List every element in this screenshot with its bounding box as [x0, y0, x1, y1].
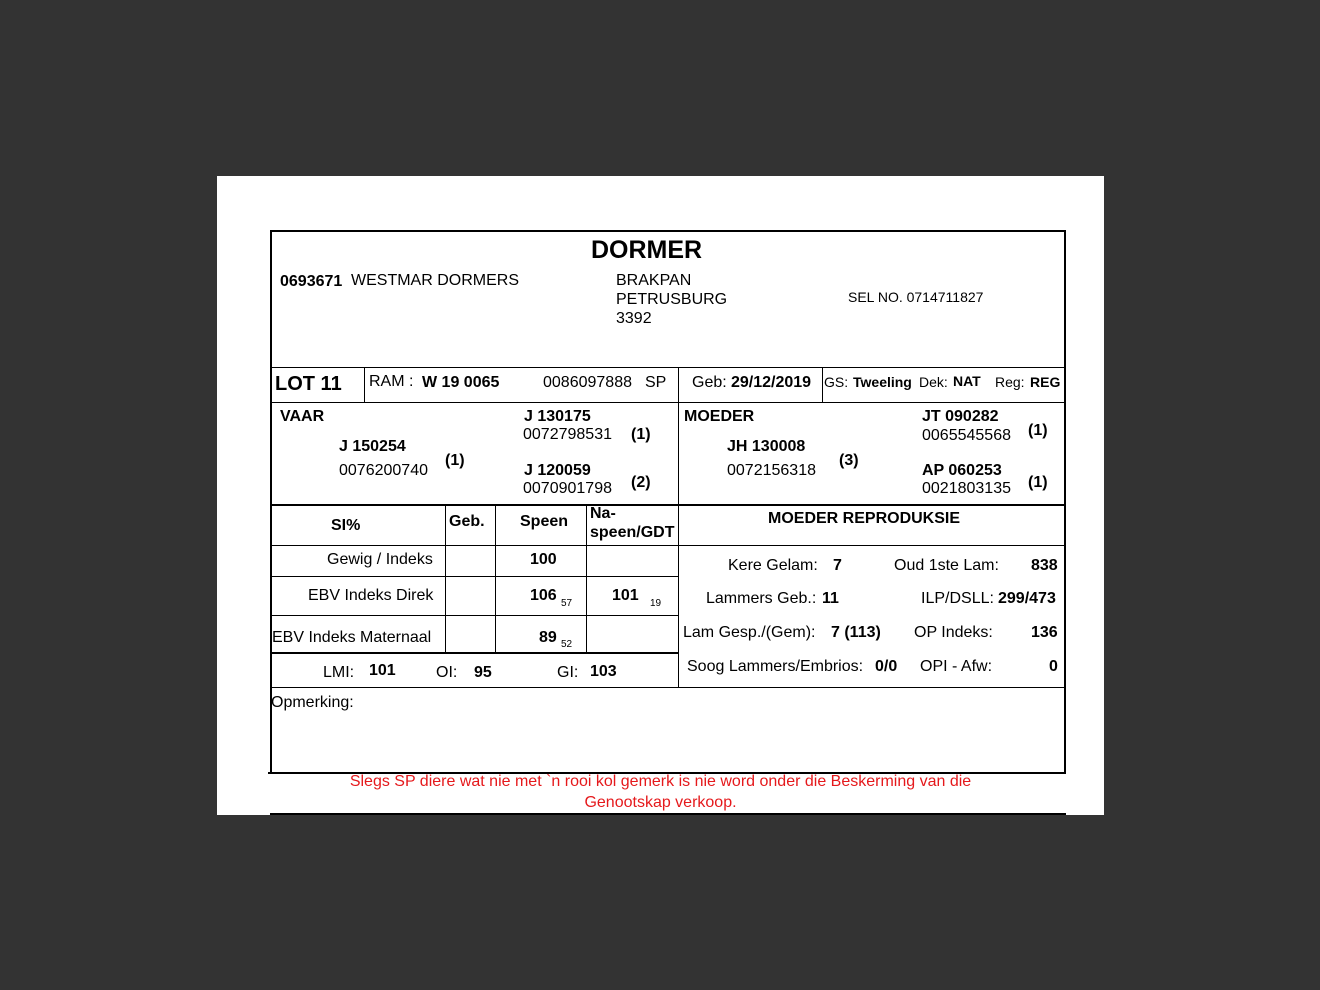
vaar-label: VAAR — [280, 408, 325, 425]
vaar-dam-tag: (2) — [631, 474, 651, 491]
oud-label: Oud 1ste Lam: — [894, 557, 999, 574]
moeder-sire-num: 0065545568 — [922, 427, 1011, 444]
ram-number: 0086097888 — [543, 374, 632, 391]
gi-label: GI: — [557, 664, 579, 681]
row-direk-naspeen-sub: 19 — [650, 598, 662, 609]
geb-header: Geb. — [449, 513, 485, 530]
vaar-sire-tag: (1) — [631, 426, 651, 443]
address-postal: 3392 — [616, 310, 652, 327]
ilp-value: 299/473 — [998, 590, 1056, 607]
row-maternaal-speen: 89 — [539, 629, 557, 646]
vaar-id: J 150254 — [339, 438, 406, 455]
vaar-num: 0076200740 — [339, 462, 428, 479]
dek-label: Dek: — [919, 374, 948, 390]
oi-value: 95 — [474, 664, 492, 681]
geb-divider — [822, 367, 823, 403]
dek-value: NAT — [953, 373, 981, 389]
lammers-value: 11 — [822, 590, 839, 607]
soog-value: 0/0 — [875, 658, 898, 675]
moeder-tag: (3) — [839, 452, 859, 469]
row-gewig-speen: 100 — [530, 551, 557, 568]
pedigree-bottom-line — [270, 687, 1066, 688]
reproduksie-title-bottom — [678, 545, 1066, 546]
lmi-label: LMI: — [323, 664, 355, 681]
row-direk-label: EBV Indeks Direk — [308, 587, 434, 604]
gs-value: Tweeling — [853, 374, 912, 390]
si-header: SI% — [331, 517, 361, 534]
kere-label: Kere Gelam: — [728, 557, 818, 574]
si-row3-bottom — [270, 652, 678, 654]
sel-number: SEL NO. 0714711827 — [848, 289, 984, 305]
moeder-label: MOEDER — [684, 408, 755, 425]
naspeen-header-2: speen/GDT — [590, 524, 675, 541]
lammers-label: Lammers Geb.: — [706, 590, 817, 607]
lot-number: LOT 11 — [275, 373, 342, 395]
row-maternaal-speen-sub: 52 — [561, 639, 573, 650]
address-line1: BRAKPAN — [616, 272, 692, 289]
ram-id: W 19 0065 — [422, 374, 500, 391]
catalog-page — [217, 176, 1104, 815]
vaar-sire-id: J 130175 — [524, 408, 591, 425]
row-direk-speen-sub: 57 — [561, 598, 573, 609]
si-header-bottom — [270, 545, 678, 546]
breeder-name: WESTMAR DORMERS — [351, 272, 519, 289]
row-direk-speen: 106 — [530, 587, 557, 604]
si-col-speen — [495, 506, 496, 653]
vaar-dam-id: J 120059 — [524, 462, 591, 479]
moeder-dam-id: AP 060253 — [922, 462, 1002, 479]
lot-divider — [364, 367, 365, 403]
geb-label: Geb: — [692, 374, 727, 391]
lot-row-top — [270, 367, 1066, 368]
ram-divider — [678, 367, 679, 403]
moeder-dam-tag: (1) — [1028, 474, 1048, 491]
opi-label: OPI - Afw: — [920, 658, 993, 675]
moeder-dam-num: 0021803135 — [922, 480, 1011, 497]
ram-label: RAM : — [369, 373, 414, 390]
reg-value: REG — [1030, 374, 1061, 390]
si-row1-bottom — [270, 576, 678, 577]
moeder-num: 0072156318 — [727, 462, 816, 479]
footer-notice-line2: Genootskap verkoop. — [584, 794, 737, 811]
vaar-tag: (1) — [445, 452, 465, 469]
lam-value: 7 (113) — [831, 624, 881, 641]
lmi-value: 101 — [369, 662, 396, 679]
frame-left — [270, 230, 272, 774]
oud-value: 838 — [1031, 557, 1058, 574]
gi-value: 103 — [590, 663, 617, 680]
naspeen-header-1: Na- — [590, 505, 616, 522]
opi-value: 0 — [1049, 658, 1058, 675]
opmerking-label: Opmerking: — [271, 694, 354, 711]
moeder-sire-id: JT 090282 — [922, 408, 999, 425]
reproduksie-title: MOEDER REPRODUKSIE — [768, 510, 961, 527]
si-table-top — [270, 504, 1066, 506]
geb-value: 29/12/2019 — [731, 374, 812, 391]
moeder-id: JH 130008 — [727, 438, 806, 455]
row-maternaal-label: EBV Indeks Maternaal — [272, 629, 432, 646]
lam-label: Lam Gesp./(Gem): — [683, 624, 816, 641]
reg-label: Reg: — [995, 374, 1025, 390]
footer-notice-line1: Slegs SP diere wat nie met `n rooi kol gemerk is nie word onder die Beskerming van die — [349, 773, 972, 790]
address-line2: PETRUSBURG — [616, 291, 728, 308]
moeder-sire-tag: (1) — [1028, 422, 1048, 439]
row-direk-naspeen: 101 — [612, 587, 639, 604]
ilp-label: ILP/DSLL: — [921, 590, 994, 607]
op-label: OP Indeks: — [914, 624, 993, 641]
frame-right — [1064, 230, 1066, 774]
frame-top — [270, 230, 1066, 232]
ram-sp: SP — [645, 374, 667, 391]
kere-value: 7 — [833, 557, 842, 574]
soog-label: Soog Lammers/Embrios: — [687, 658, 864, 675]
lot-row-bottom — [270, 402, 1066, 403]
si-row2-bottom — [270, 615, 678, 616]
gs-label: GS: — [824, 374, 849, 390]
page-bottom-line — [270, 813, 1066, 815]
si-col-geb — [445, 506, 446, 653]
oi-label: OI: — [436, 664, 458, 681]
vaar-dam-num: 0070901798 — [523, 480, 612, 497]
speen-header: Speen — [520, 513, 569, 530]
si-col-naspeen — [586, 506, 587, 653]
vaar-sire-num: 0072798531 — [523, 426, 612, 443]
row-gewig-label: Gewig / Indeks — [327, 551, 433, 568]
page-title: DORMER — [591, 236, 703, 264]
breeder-number: 0693671 — [280, 273, 343, 290]
op-value: 136 — [1031, 624, 1058, 641]
